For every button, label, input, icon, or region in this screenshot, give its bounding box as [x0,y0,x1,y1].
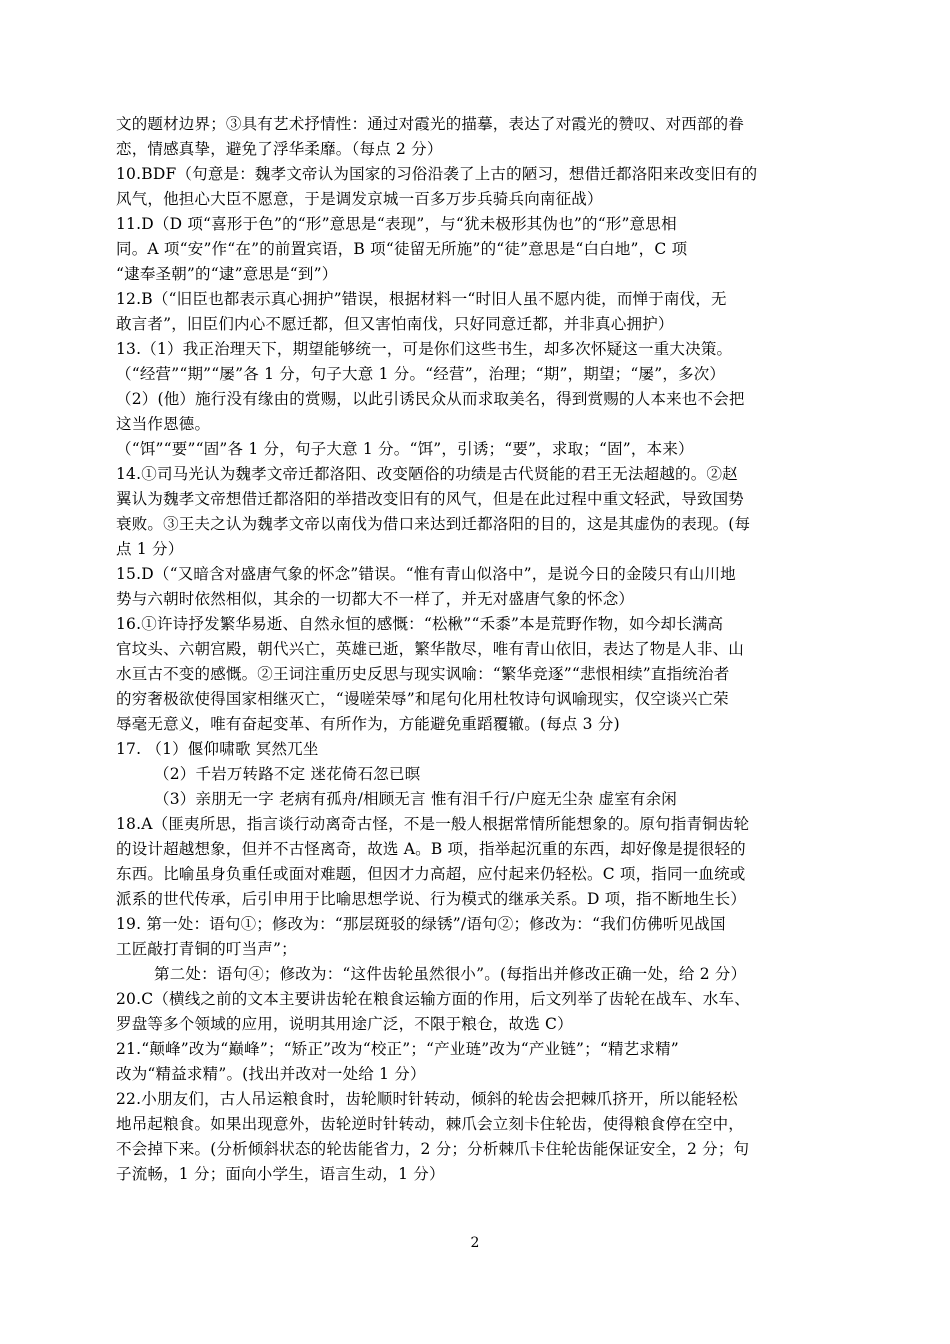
text-line: 衰败。③王夫之认为魏孝文帝以南伐为借口来达到迁都洛阳的目的，这是其虚伪的表现。(每 [116,515,751,533]
page-number: 2 [470,1235,480,1251]
answer-text [116,112,836,1187]
text-line: （“经营”“期”“屡”各 1 分，句子大意 1 分。“经营”，治理；“期”，期望；“屡”，多次） [116,365,726,383]
text-line: 点 1 分） [116,540,184,558]
text-line: 官坟头、六朝宫殿，朝代兴亡，英雄已逝，繁华散尽，唯有青山依旧，表达了物是人非、山 [116,640,745,658]
text-line: 的穷奢极欲使得国家相继灭亡，“谩嗟荣辱”和尾句化用杜牧诗句讽喻现实，仅空谈兴亡荣 [116,690,729,708]
text-line: 文的题材边界；③具有艺术抒情性：通过对霞光的描摹，表达了对霞光的赞叹、对西部的眷 [116,115,745,133]
text-line: 辱毫无意义，唯有奋起变革、有所作为，方能避免重蹈覆辙。(每点 3 分) [116,715,620,733]
answer-17: 17. （1）偃仰啸歌 冥然兀坐 [116,740,319,758]
answer-15: 15.D（“又暗含对盛唐气象的怀念”错误。“惟有青山似洛中”，是说今日的金陵只有山川地 [116,565,736,583]
answer-22: 22.小朋友们，古人吊运粮食时，齿轮顺时针转动，倾斜的轮齿会把棘爪挤开，所以能轻松 [116,1090,738,1108]
text-line: 不会掉下来。(分析倾斜状态的轮齿能省力，2 分；分析棘爪卡住轮齿能保证安全，2 分；句 [116,1140,750,1158]
text-line: 的设计超越想象，但并不古怪离奇，故选 A。B 项，指举起沉重的东西，却好像是提很轻的 [116,840,746,858]
text-line: 工匠敲打青铜的叮当声”； [116,940,297,958]
text-line: 翼认为魏孝文帝想借迁都洛阳的举措改变旧有的风气，但是在此过程中重文轻武，导致国势 [116,490,745,508]
answer-20: 20.C（横线之前的文本主要讲齿轮在粮食运输方面的作用，后文列举了齿轮在战车、水车、 [116,990,750,1008]
answer-14: 14.①司马光认为魏孝文帝迁都洛阳、改变陋俗的功绩是古代贤能的君王无法超越的。②赵 [116,465,738,483]
text-line: 恋，情感真挚，避免了浮华柔靡。（每点 2 分） [116,140,443,158]
text-line: 同。A 项“安”作“在”的前置宾语，B 项“徒留无所施”的“徒”意思是“白白地”，C 项 [116,240,688,258]
text-line: 东西。比喻虽身负重任或面对难题，但因才力高超，应付起来仍轻松。C 项，指同一血统或 [116,865,746,883]
text-line: “逮奉圣朝”的“逮”意思是“到”） [116,265,338,283]
answer-13: 13.（1）我正治理天下，期望能够统一，可是你们这些书生，却多次怀疑这一重大决策。 [116,340,733,358]
answer-21: 21.“颠峰”改为“巅峰”；“矫正”改为“校正”；“产业琏”改为“产业链”；“精艺求精” [116,1040,679,1058]
answer-19-part-2: 第二处：语句④；修改为：“这件齿轮虽然很小”。(每指出并修改正确一处，给 2 分） [154,965,747,983]
text-line: （“饵”“要”“固”各 1 分，句子大意 1 分。“饵”，引诱；“要”，求取；“固”，本来） [116,440,694,458]
text-line: 改为“精益求精”。(找出并改对一处给 1 分） [116,1065,426,1083]
answer-17-part-3: （3）亲朋无一字 老病有孤舟/相顾无言 惟有泪千行/户庭无尘杂 虚室有余闲 [154,790,677,808]
answer-16: 16.①许诗抒发繁华易逝、自然永恒的感慨：“松楸”“禾黍”本是荒野作物，如今却长满高 [116,615,724,633]
text-line: （2）(他）施行没有缘由的赏赐，以此引诱民众从而求取美名，得到赏赐的人本来也不会把 [116,390,745,408]
text-line: 势与六朝时依然相似，其余的一切都大不一样了，并无对盛唐气象的怀念） [116,590,635,608]
answer-19: 19. 第一处：语句①；修改为：“那层斑驳的绿锈”/语句②；修改为：“我们仿佛听见战国 [116,915,726,933]
answer-10: 10.BDF（句意是：魏孝文帝认为国家的习俗沿袭了上古的陋习，想借迁都洛阳来改变旧有的 [116,165,758,183]
text-line: 敢言者”，旧臣们内心不愿迁都，但又害怕南伐，只好同意迁都，并非真心拥护） [116,315,674,333]
text-line: 地吊起粮食。如果出现意外，齿轮逆时针转动，棘爪会立刻卡住轮齿，使得粮食停在空中， [116,1115,745,1133]
text-line: 水亘古不变的感慨。②王词注重历史反思与现实讽喻：“繁华竞逐”“悲恨相续”直指统治者 [116,665,730,683]
text-line: 子流畅，1 分；面向小学生，语言生动，1 分） [116,1165,445,1183]
text-line: 这当作恩德。 [116,415,211,433]
answer-17-part-2: （2）千岩万转路不定 迷花倚石忽已暝 [154,765,421,783]
text-line: 风气，他担心大臣不愿意，于是调发京城一百多万步兵骑兵向南征战） [116,190,603,208]
answer-12: 12.B（“旧臣也都表示真心拥护”错误，根据材料一“时旧人虽不愿内徙，而惮于南伐，无 [116,290,727,308]
answer-18: 18.A（匪夷所思，指言谈行动离奇古怪，不是一般人根据常情所能想象的。原句指青铜齿轮 [116,815,750,833]
text-line: 罗盘等多个领域的应用，说明其用途广泛，不限于粮仓，故选 C） [116,1015,573,1033]
answer-11: 11.D（D 项“喜形于色”的“形”意思是“表现”，与“犹未极形其伪也”的“形”意思相 [116,215,677,233]
text-line: 派系的世代传承，后引申用于比喻思想学说、行为模式的继承关系。D 项，指不断地生长） [116,890,747,908]
